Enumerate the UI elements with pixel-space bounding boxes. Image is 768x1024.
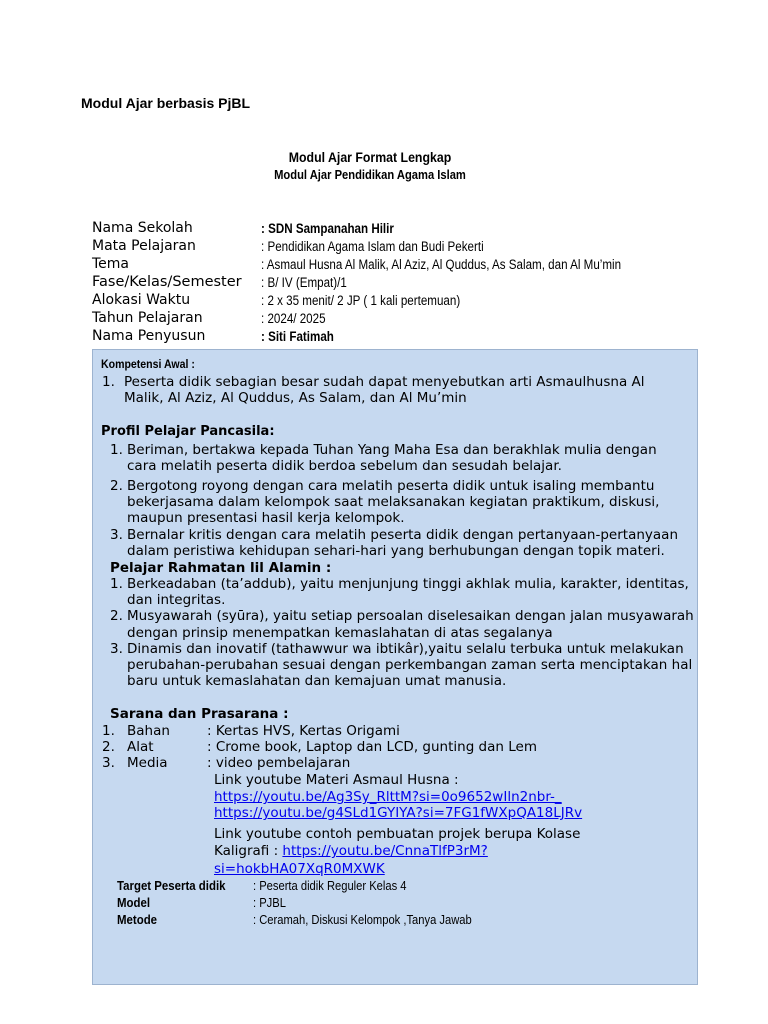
sarana-label: Bahan: [127, 723, 170, 739]
info-label-model: Model: [117, 895, 151, 910]
info-label-metode: Metode: [117, 912, 158, 927]
info-value-metode: : Ceramah, Diskusi Kelompok ,Tanya Jawab: [253, 912, 472, 927]
identity-value: : 2024/ 2025: [261, 311, 326, 326]
identity-label: Tema: [92, 256, 130, 272]
identity-value: : 2 x 35 menit/ 2 JP ( 1 kali pertemuan): [261, 293, 461, 308]
list-item-line: baru untuk kemaslahatan dan kemajuan umat manusia.: [127, 673, 507, 689]
module-heading: Modul Ajar Format Lengkap: [288, 149, 452, 165]
list-number: 1.: [110, 576, 123, 592]
youtube-link-kolase[interactable]: https://youtu.be/CnnaTlfP3rM?: [282, 843, 488, 859]
youtube-link-materi-2[interactable]: https://youtu.be/g4SLd1GYIYA?si=7FG1fWXpQA18LJRv: [214, 805, 583, 821]
sarana-label: Media: [127, 755, 168, 771]
identity-label: Mata Pelajaran: [92, 238, 196, 254]
identity-value: : SDN Sampanahan Hilir: [261, 221, 394, 236]
sarana-value: : video pembelajaran: [207, 755, 351, 771]
kaligrafi-line: [214, 843, 488, 859]
list-item-line: Berkeadaban (ta’addub), yaitu menjunjung tinggi akhlak mulia, karakter, identitas,: [127, 576, 689, 592]
link-intro-kolase: Link youtube contoh pembuatan projek berupa Kolase: [214, 826, 581, 842]
identity-label: Nama Penyusun: [92, 328, 206, 344]
identity-label: Nama Sekolah: [92, 220, 193, 236]
document-title: Modul Ajar berbasis PjBL: [81, 95, 251, 111]
list-number: 2.: [102, 739, 115, 755]
list-item-line: dalam peristiwa kehidupan sehari-hari yang berhubungan dengan topik materi.: [127, 543, 665, 559]
rahmatan-heading: Pelajar Rahmatan lil Alamin :: [110, 560, 332, 576]
identity-label: Tahun Pelajaran: [92, 310, 203, 326]
list-item-line: Bergotong royong dengan cara melatih peserta didik untuk isaling membantu: [127, 478, 655, 494]
link-intro-kaligrafi: Kaligrafi :: [214, 843, 283, 859]
list-number: 2.: [110, 608, 123, 624]
identity-value: : B/ IV (Empat)/1: [261, 275, 347, 290]
list-number: 3.: [110, 641, 123, 657]
list-item-line: dan integritas.: [127, 592, 226, 608]
sarana-heading: Sarana dan Prasarana :: [110, 706, 289, 722]
list-item-line: perubahan-perubahan sesuai dengan perkembangan zaman serta menciptakan hal: [127, 657, 693, 673]
link-intro-materi: Link youtube Materi Asmaul Husna :: [214, 772, 459, 788]
list-number: 2.: [110, 478, 123, 494]
list-item-line: maupun presentasi hasil kerja kelompok.: [127, 510, 405, 526]
list-item-line: Peserta didik sebagian besar sudah dapat menyebutkan arti Asmaulhusna Al: [124, 374, 645, 390]
identity-value: : Asmaul Husna Al Malik, Al Aziz, Al Quddus, As Salam, dan Al Mu’min: [261, 257, 622, 272]
profil-heading: Profil Pelajar Pancasila:: [101, 424, 275, 439]
list-item-line: dengan prinsip menempatkan kemaslahatan di atas segalanya: [127, 625, 553, 641]
list-item-line: cara melatih peserta didik berdoa sebelum dan sesudah belajar.: [127, 458, 562, 474]
list-item-line: Malik, Al Aziz, Al Quddus, As Salam, dan Al Mu’min: [124, 390, 467, 406]
list-number: 3.: [102, 755, 115, 771]
list-item-line: bekerjasama dalam kelompok saat melaksanakan kegiatan praktikum, diskusi,: [127, 494, 660, 510]
list-item-line: Bernalar kritis dengan cara melatih peserta didik dengan pertanyaan-pertanyaan: [127, 527, 679, 543]
kompetensi-heading: Kompetensi Awal :: [101, 357, 195, 371]
info-label-target: Target Peserta didik: [117, 878, 226, 893]
list-number: 1.: [102, 374, 115, 390]
info-value-model: : PJBL: [253, 895, 286, 910]
youtube-link-materi-1[interactable]: https://youtu.be/Ag3Sy_RlttM?si=0o9652wIln2nbr-_: [214, 789, 562, 805]
list-number: 1.: [110, 442, 123, 458]
identity-value: : Pendidikan Agama Islam dan Budi Pekerti: [261, 239, 484, 254]
list-number: 1.: [102, 723, 115, 739]
module-subheading: Modul Ajar Pendidikan Agama Islam: [274, 167, 466, 182]
youtube-link-kolase-cont[interactable]: si=hokbHA07XqR0MXWK: [214, 861, 385, 877]
sarana-label: Alat: [127, 739, 154, 755]
identity-label: Fase/Kelas/Semester: [92, 274, 242, 290]
list-item-line: Musyawarah (syūra), yaitu setiap persoalan diselesaikan dengan jalan musyawarah: [127, 608, 694, 624]
info-value-target: : Peserta didik Reguler Kelas 4: [253, 878, 407, 893]
list-item-line: Beriman, bertakwa kepada Tuhan Yang Maha Esa dan berakhlak mulia dengan: [127, 442, 657, 458]
list-item-line: Dinamis dan inovatif (tathawwur wa ibtikâr),yaitu selalu terbuka untuk melakukan: [127, 641, 684, 657]
list-number: 3.: [110, 527, 123, 543]
identity-value: : Siti Fatimah: [261, 329, 334, 344]
content-box: [92, 349, 698, 985]
sarana-value: : Kertas HVS, Kertas Origami: [207, 723, 400, 739]
sarana-value: : Crome book, Laptop dan LCD, gunting dan Lem: [207, 739, 537, 755]
identity-label: Alokasi Waktu: [92, 292, 191, 308]
